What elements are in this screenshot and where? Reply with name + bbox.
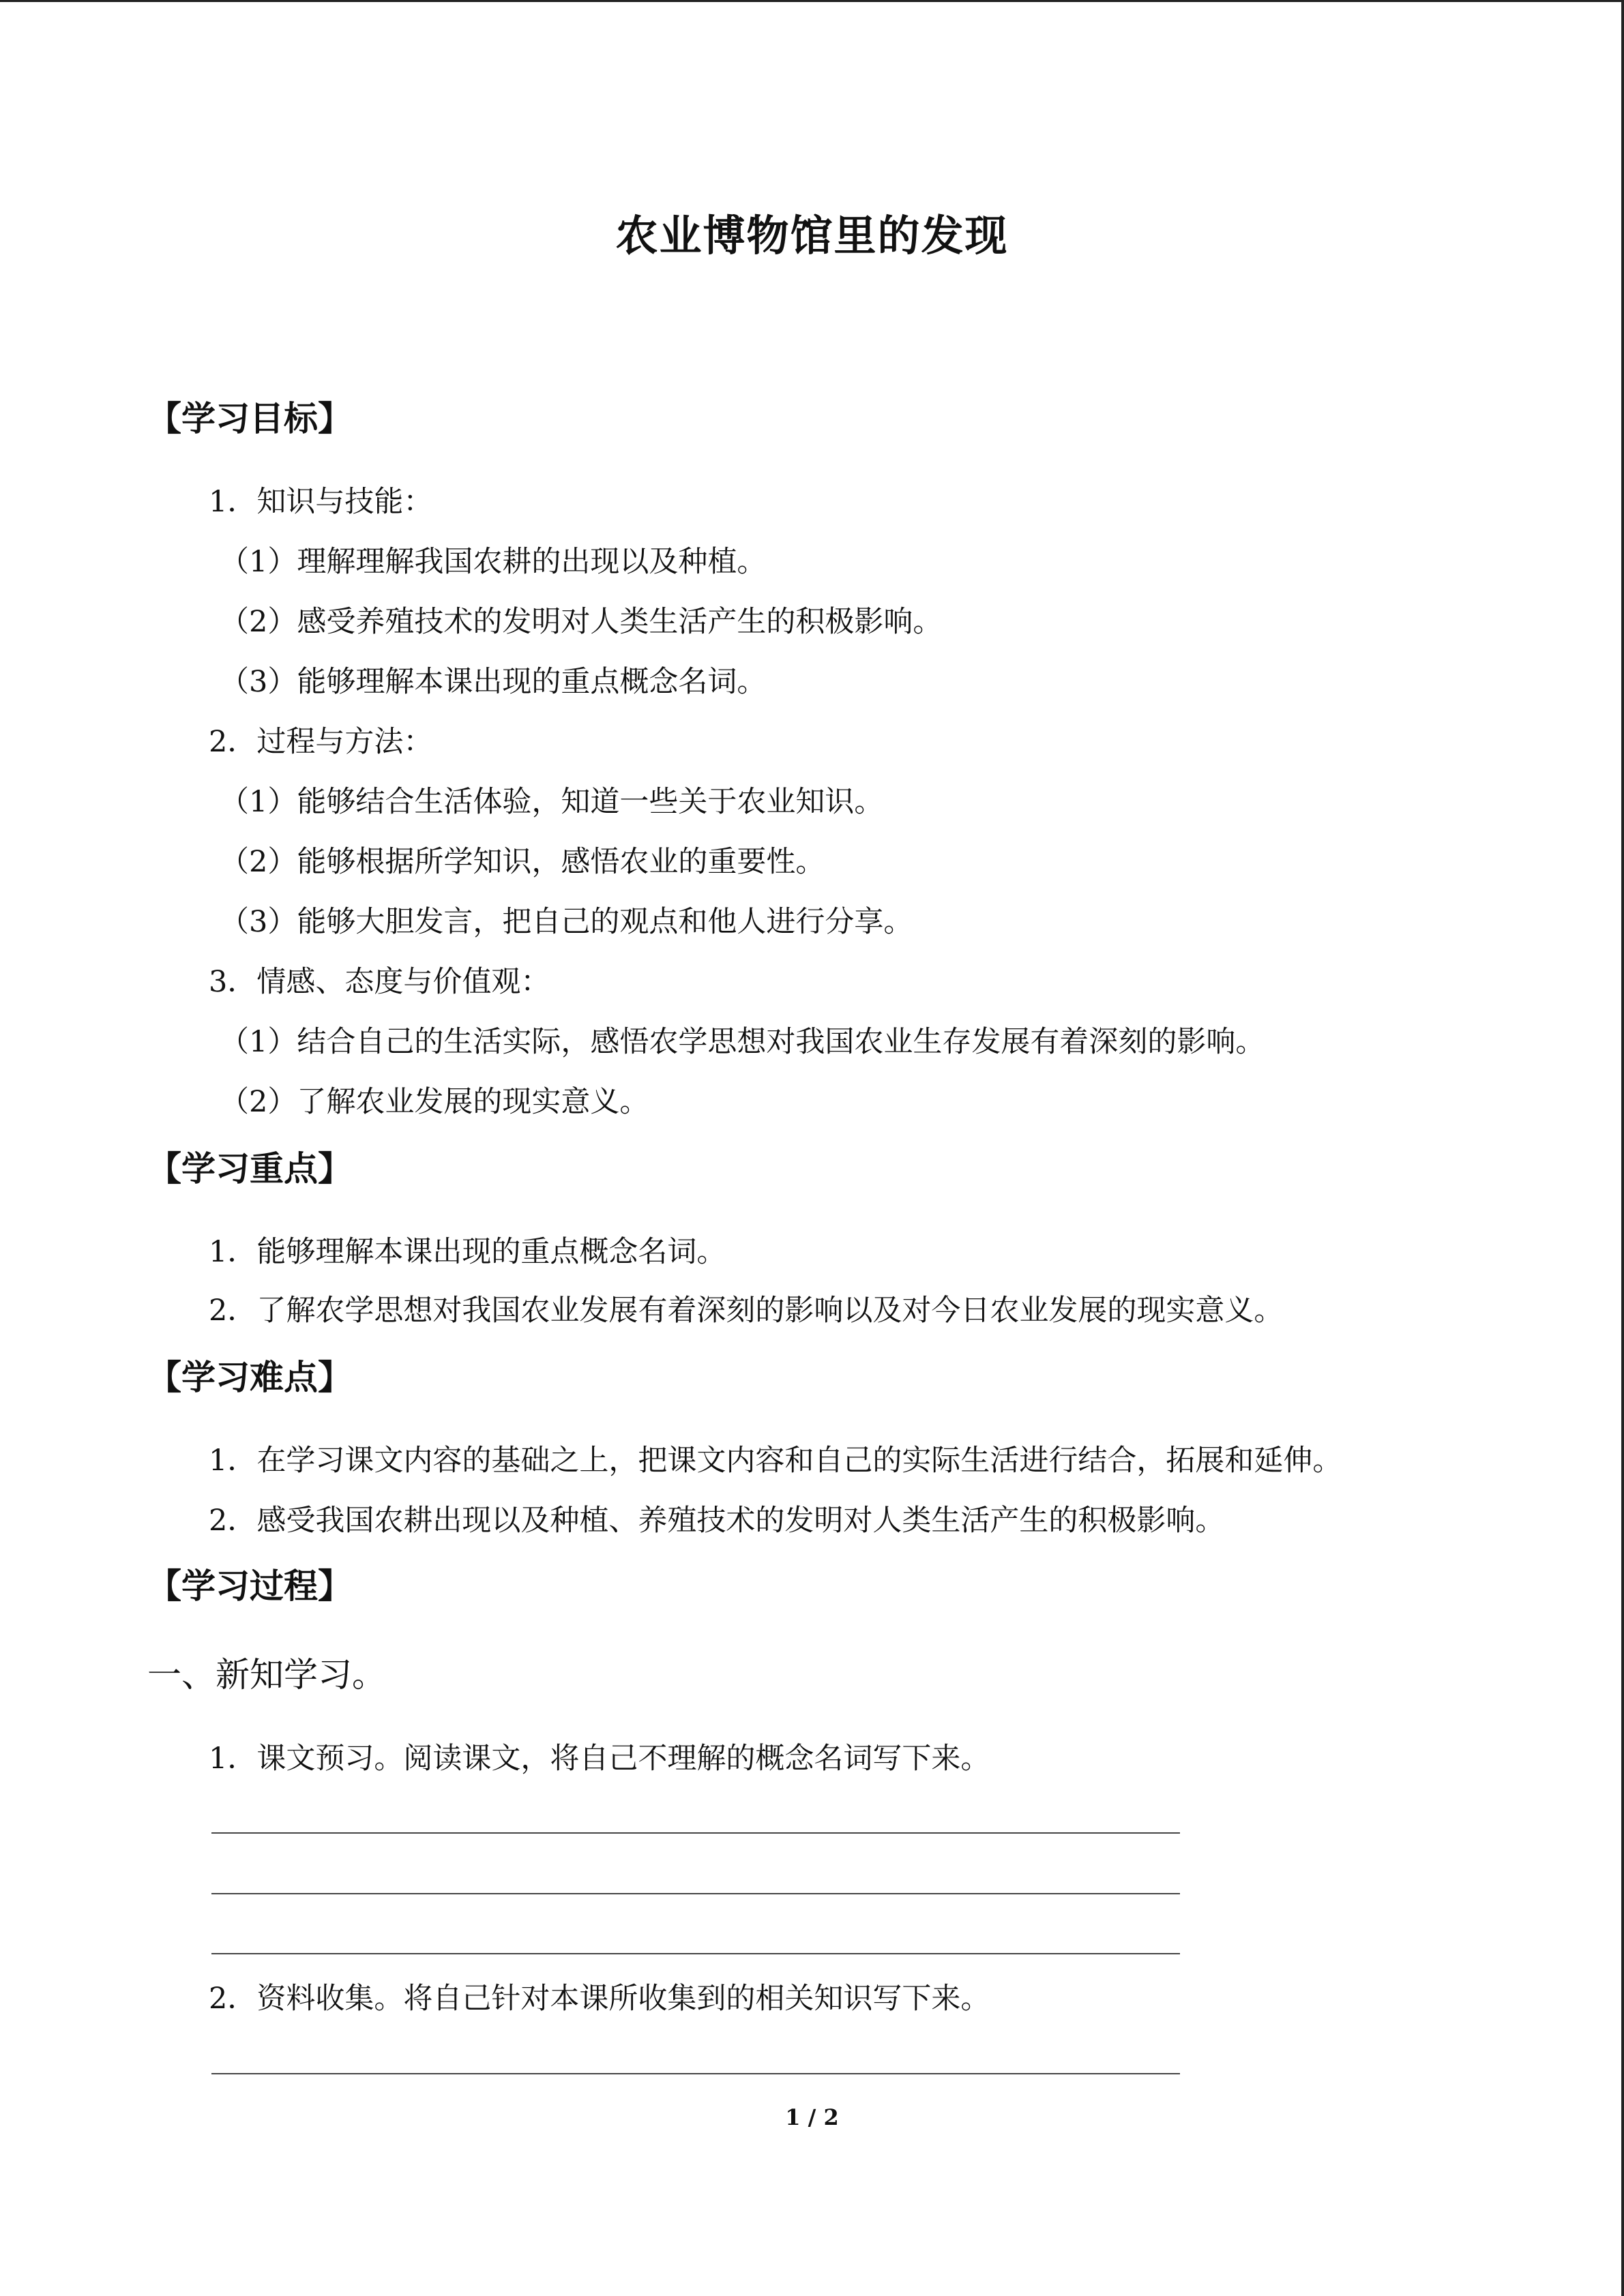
objective-item: （3）能够理解本课出现的重点概念名词。 bbox=[220, 665, 767, 699]
task-collect: 2．资料收集。将自己针对本课所收集到的相关知识写下来。 bbox=[209, 1982, 990, 2016]
objective-item: 2．过程与方法： bbox=[209, 725, 433, 759]
difficulty-item: 1．在学习课文内容的基础之上，把课文内容和自己的实际生活进行结合，拓展和延伸。 bbox=[209, 1444, 1342, 1478]
section-new-knowledge: 一、新知学习。 bbox=[147, 1655, 386, 1695]
answer-line[interactable] bbox=[211, 1832, 1180, 1834]
objective-item: （3）能够大胆发言，把自己的观点和他人进行分享。 bbox=[220, 905, 913, 939]
objective-item: 3．情感、态度与价值观： bbox=[209, 965, 550, 999]
objectives-heading: 【学习目标】 bbox=[147, 399, 352, 438]
difficulties-heading: 【学习难点】 bbox=[147, 1358, 352, 1397]
answer-line[interactable] bbox=[211, 1953, 1180, 1954]
answer-line[interactable] bbox=[211, 1893, 1180, 1894]
objective-item: （1）结合自己的生活实际，感悟农学思想对我国农业生存发展有着深刻的影响。 bbox=[220, 1025, 1265, 1059]
page-top-border bbox=[0, 0, 1624, 2]
key-points-heading: 【学习重点】 bbox=[147, 1149, 352, 1189]
objective-item: （2）了解农业发展的现实意义。 bbox=[220, 1085, 649, 1119]
key-point-item: 2．了解农学思想对我国农业发展有着深刻的影响以及对今日农业发展的现实意义。 bbox=[209, 1294, 1284, 1328]
process-heading: 【学习过程】 bbox=[147, 1566, 352, 1606]
objective-item: （1）能够结合生活体验，知道一些关于农业知识。 bbox=[220, 785, 884, 819]
document-title: 农业博物馆里的发现 bbox=[615, 211, 1009, 260]
objective-item: 1．知识与技能： bbox=[209, 485, 433, 519]
objective-item: （2）能够根据所学知识，感悟农业的重要性。 bbox=[220, 845, 825, 879]
page-right-border bbox=[1621, 0, 1624, 2296]
answer-line[interactable] bbox=[211, 2073, 1180, 2074]
objective-item: （2）感受养殖技术的发明对人类生活产生的积极影响。 bbox=[220, 605, 943, 639]
task-preview: 1．课文预习。阅读课文，将自己不理解的概念名词写下来。 bbox=[209, 1742, 990, 1776]
page-number: 1 / 2 bbox=[785, 2104, 839, 2130]
key-point-item: 1．能够理解本课出现的重点概念名词。 bbox=[209, 1235, 726, 1269]
objective-item: （1）理解理解我国农耕的出现以及种植。 bbox=[220, 545, 767, 579]
difficulty-item: 2．感受我国农耕出现以及种植、养殖技术的发明对人类生活产生的积极影响。 bbox=[209, 1504, 1225, 1538]
